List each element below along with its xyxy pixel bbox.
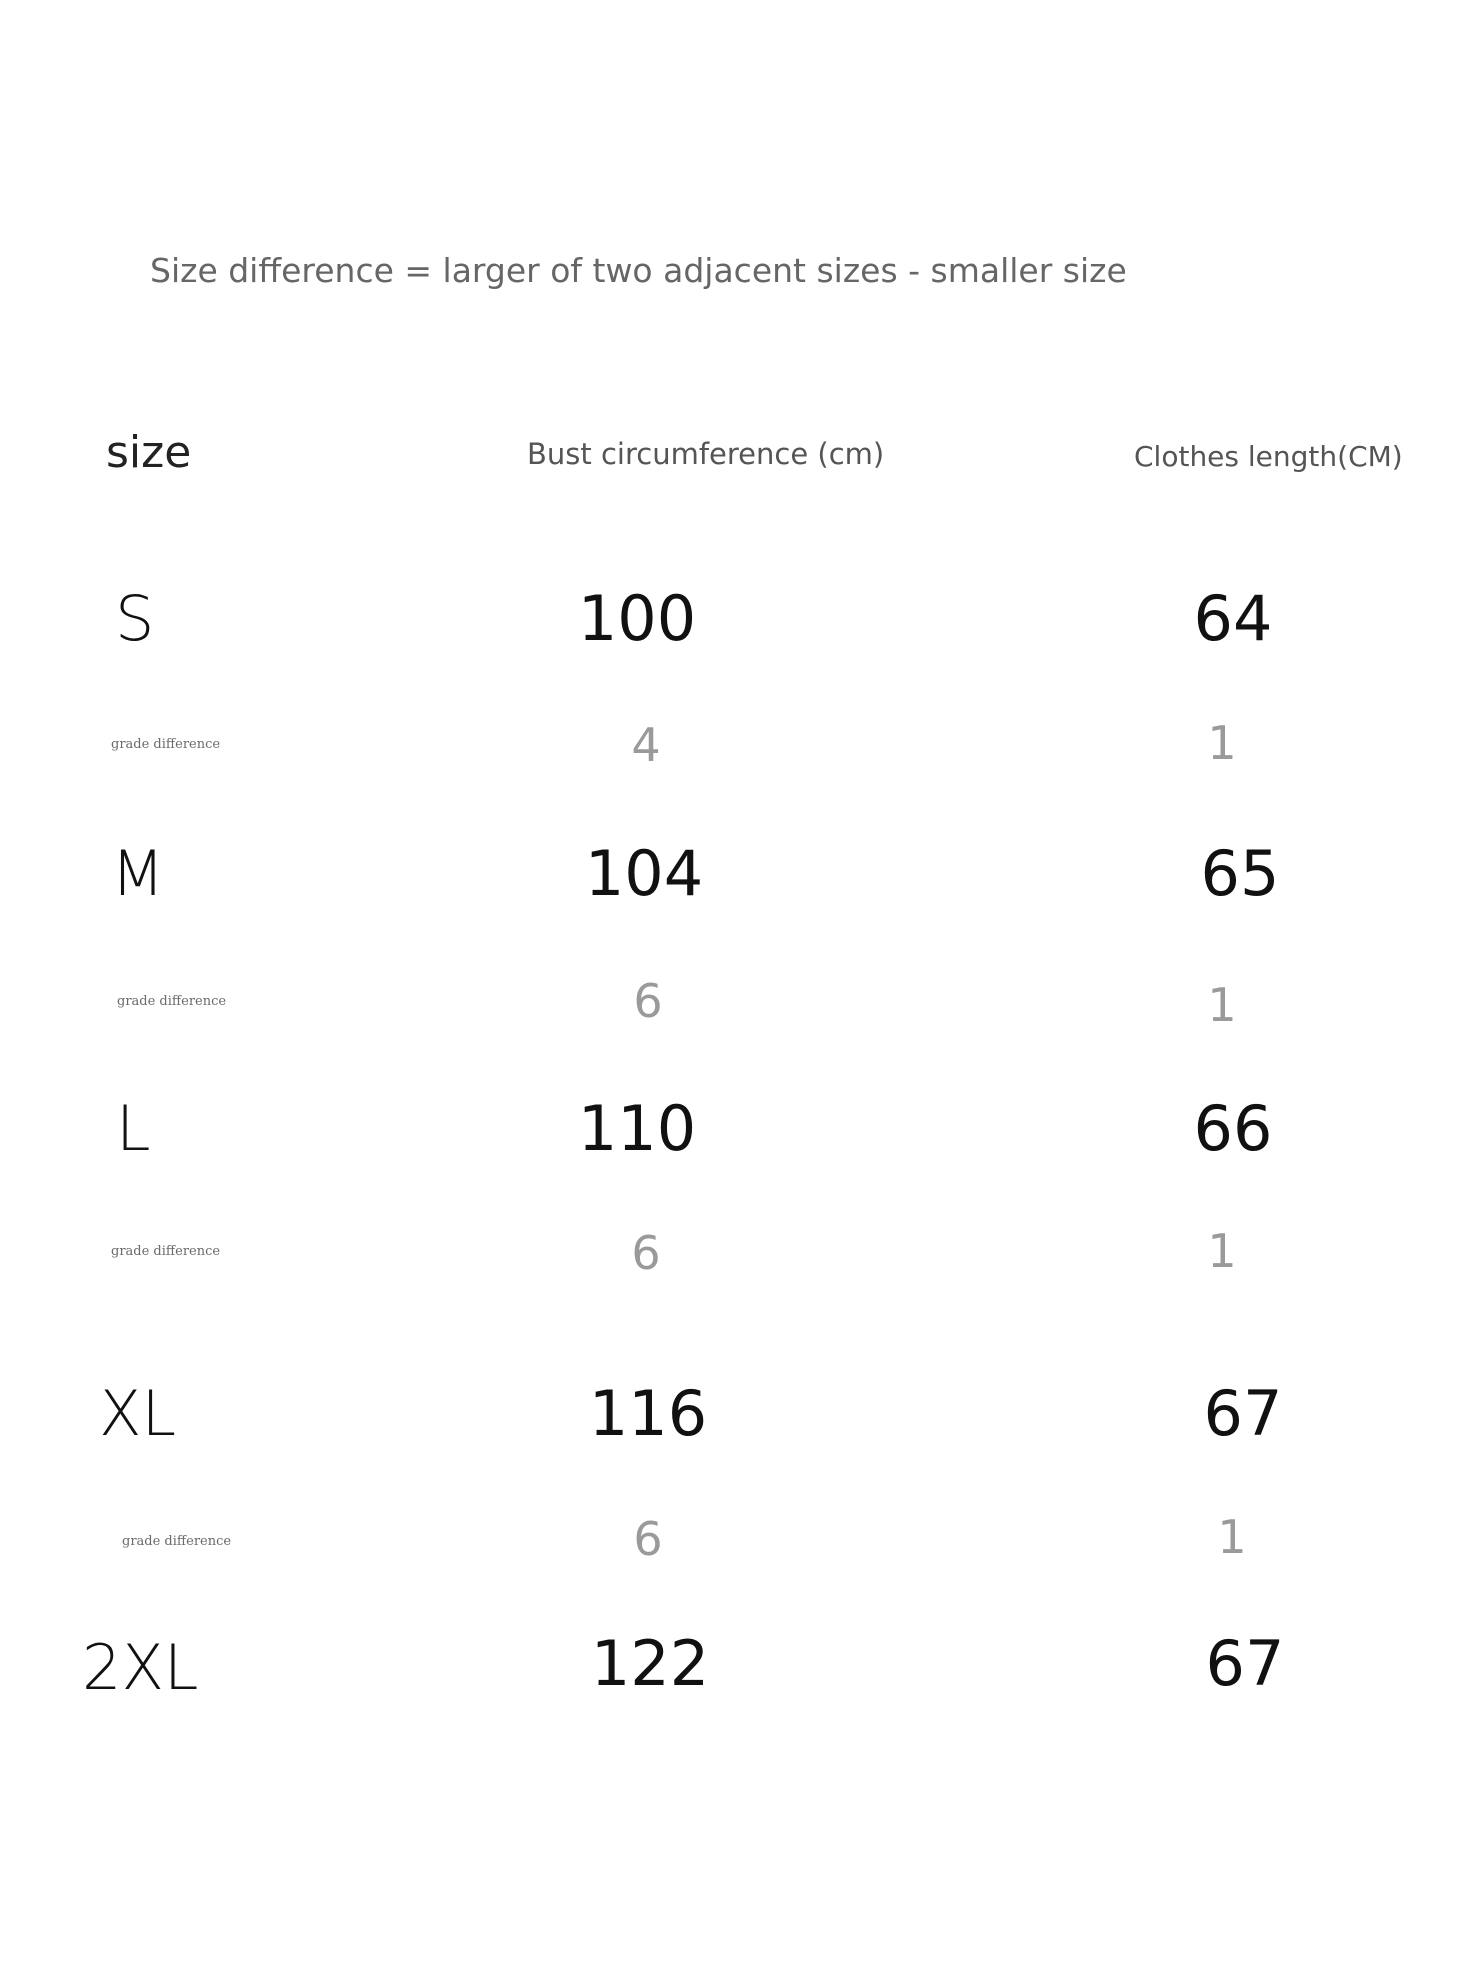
length-value-xl: 67 [1203,1377,1283,1450]
length-value-2xl: 67 [1205,1627,1285,1700]
bust-difference: 6 [633,974,663,1028]
length-value-s: 64 [1193,582,1273,655]
bust-value-2xl: 122 [590,1627,710,1700]
grade-difference-label: grade difference [111,1244,221,1259]
size-label-s: S [115,582,155,655]
grade-difference-label: grade difference [122,1534,232,1549]
header-bust-circumference: Bust circumference (cm) [527,437,885,471]
length-value-l: 66 [1193,1092,1273,1165]
size-label-2xl: 2XL [82,1631,199,1704]
bust-value-xl: 116 [588,1377,708,1450]
length-difference: 1 [1217,1510,1247,1564]
bust-value-l: 110 [577,1092,697,1165]
bust-value-s: 100 [577,582,697,655]
grade-difference-label: grade difference [111,737,221,752]
length-value-m: 65 [1200,837,1280,910]
size-label-xl: XL [99,1377,177,1450]
header-clothes-length: Clothes length(CM) [1134,440,1403,473]
length-difference: 1 [1207,1224,1237,1278]
length-difference: 1 [1207,978,1237,1032]
bust-difference: 6 [633,1512,663,1566]
bust-value-m: 104 [584,837,704,910]
size-difference-note: Size difference = larger of two adjacent sizes - smaller size [150,251,1127,290]
size-label-m: M [111,837,165,910]
bust-difference: 6 [631,1226,661,1280]
size-label-l: L [116,1092,151,1165]
grade-difference-label: grade difference [117,994,227,1009]
header-size: size [106,427,192,478]
length-difference: 1 [1207,716,1237,770]
bust-difference: 4 [631,718,661,772]
